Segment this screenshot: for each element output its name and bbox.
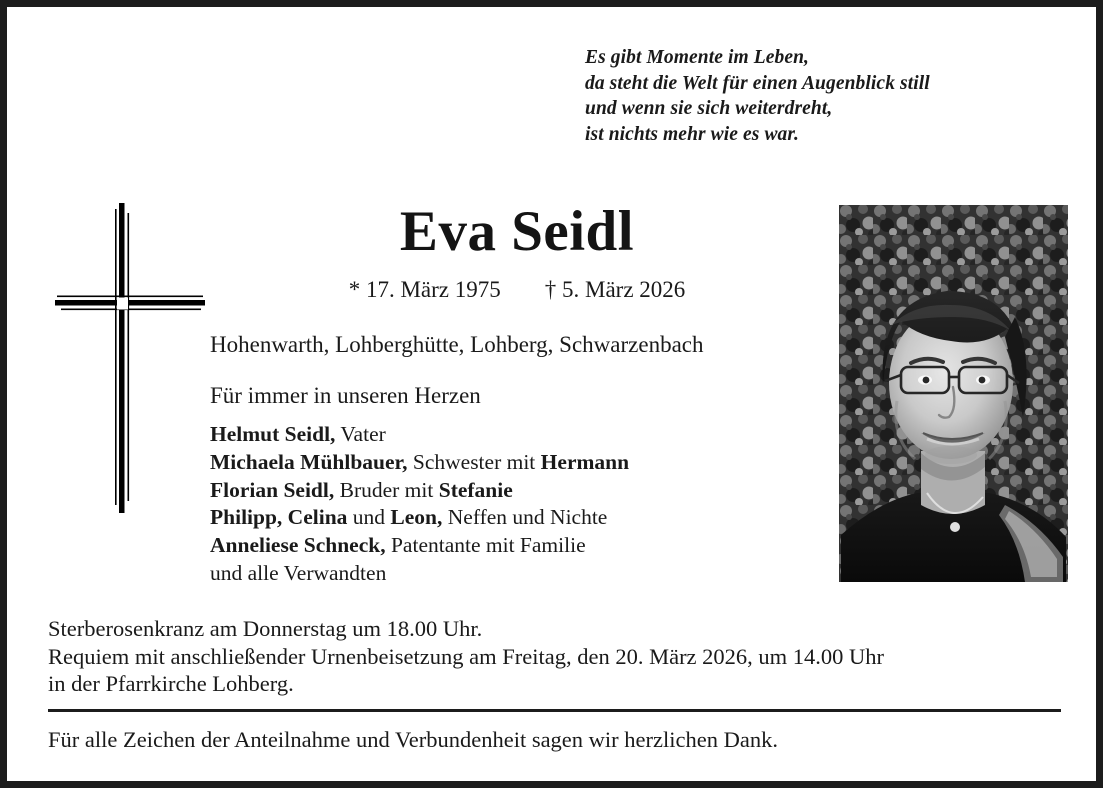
portrait-photo [839, 205, 1068, 582]
family-member-name: Florian Seidl, [210, 477, 335, 502]
notice-inner [7, 7, 1096, 781]
family-list [210, 421, 830, 588]
poem-line-3: und wenn sie sich weiterdreht, [585, 98, 833, 119]
family-member-partner: Stefanie [438, 477, 513, 502]
family-member-partner: Hermann [540, 449, 630, 474]
poem-line-4: ist nichts mehr wie es war. [585, 123, 799, 145]
family-member-role: Neffen und Nichte [442, 505, 608, 530]
mourning-heading: Für immer in unseren Herzen [210, 383, 481, 408]
family-row [210, 449, 830, 477]
death-date: † 5. März 2026 [544, 277, 686, 302]
memorial-poem [585, 45, 1085, 147]
deceased-name: Eva Seidl [399, 200, 635, 263]
family-member-name: Helmut Seidl, [210, 422, 336, 446]
family-row [210, 421, 830, 449]
family-member-relation: Patentante mit Familie [385, 533, 586, 558]
family-member-name: Anneliese Schneck, [210, 533, 386, 558]
thanks-line: Für alle Zeichen der Anteilnahme und Verbundenheit sagen wir herzlichen Dank. [48, 727, 778, 752]
family-member-name: Philipp, Celina [210, 505, 348, 530]
family-member-relation: und [347, 505, 391, 530]
life-dates [207, 275, 827, 305]
family-row [210, 560, 830, 588]
poem-line-1: Es gibt Momente im Leben, [585, 47, 810, 68]
family-member-relation: Bruder mit [334, 477, 439, 502]
family-member-relation: Vater [335, 422, 386, 446]
family-row [210, 504, 830, 532]
divider [48, 709, 1061, 712]
family-member-relation: und alle Verwandten [210, 560, 387, 585]
family-member-partner: Leon, [390, 505, 443, 530]
service-line-2: Requiem mit anschließender Urnenbeisetzung am Freitag, den 20. März 2026, um 14.00 Uhr [48, 643, 885, 669]
family-member-relation: Schwester mit [407, 449, 541, 474]
poem-line-2: da steht die Welt für einen Augenblick still [585, 72, 930, 94]
places-line: Hohenwarth, Lohberghütte, Lohberg, Schwarzenbach [210, 332, 704, 357]
birth-date: * 17. März 1975 [348, 277, 501, 302]
cross-icon [55, 203, 205, 513]
service-info [48, 615, 1068, 698]
service-line-1: Sterberosenkranz am Donnerstag um 18.00 Uhr. [48, 616, 483, 641]
family-member-name: Michaela Mühlbauer, [210, 449, 408, 474]
family-row [210, 532, 830, 560]
service-line-3: in der Pfarrkirche Lohberg. [48, 671, 294, 696]
family-row [210, 477, 830, 505]
